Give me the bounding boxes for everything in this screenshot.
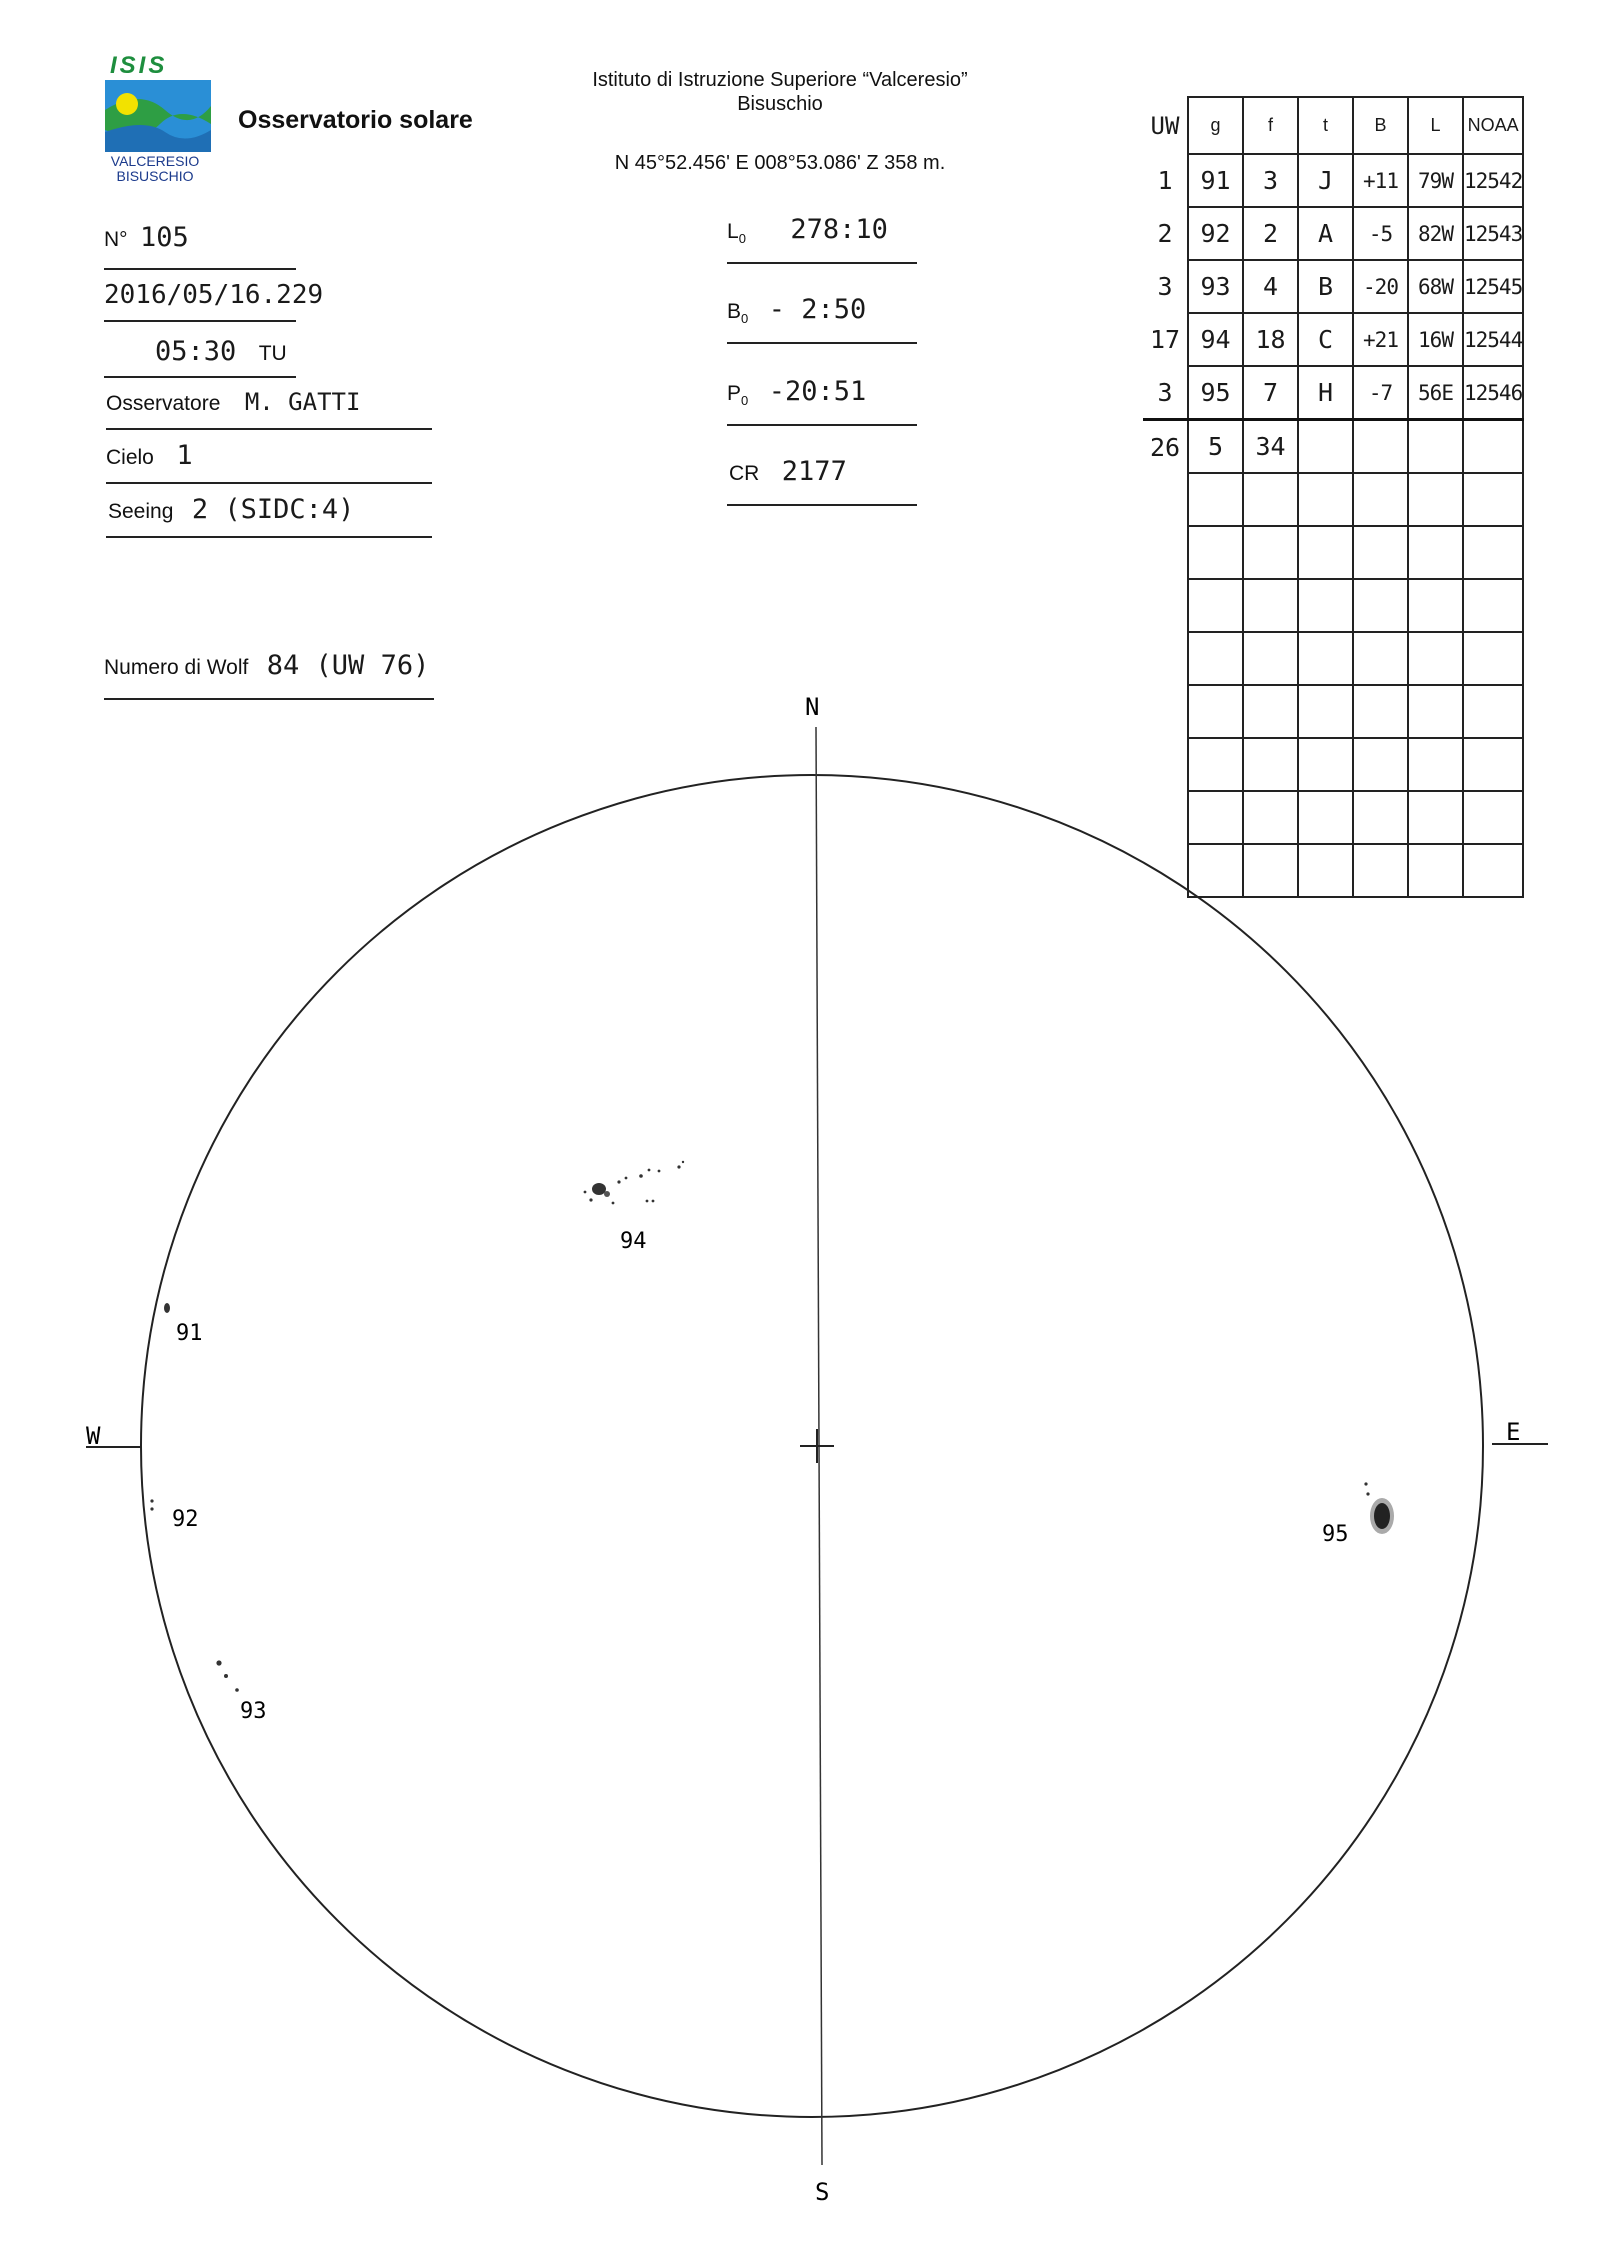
seeing-value: 2 (SIDC:4)	[191, 494, 355, 525]
wolf-number-label: Numero di Wolf	[104, 656, 249, 679]
cell-t: J	[1298, 154, 1353, 207]
cell-uw: 2	[1157, 219, 1173, 248]
cell-t: H	[1298, 366, 1353, 420]
cell-l: 79W	[1408, 154, 1463, 207]
cell-f: 4	[1243, 260, 1298, 313]
logo-name-line2: BISUSCHIO	[116, 168, 194, 184]
cell-noaa: 12544	[1463, 313, 1523, 366]
cell-noaa: 12542	[1463, 154, 1523, 207]
institute-line2: Bisuschio	[737, 93, 823, 115]
cell-noaa: 12546	[1463, 366, 1523, 420]
cell-f: 7	[1243, 366, 1298, 420]
header-g: g	[1188, 97, 1243, 154]
logo-name-line1: VALCERESIO	[110, 153, 200, 169]
page-title: Osservatorio solare	[238, 106, 473, 134]
cell-g: 92	[1188, 207, 1243, 260]
l0-value: 278:10	[790, 214, 888, 245]
cell-l: 68W	[1408, 260, 1463, 313]
institute-line1: Istituto di Istruzione Superiore “Valceresio”	[592, 69, 968, 91]
time-unit: TU	[258, 342, 287, 365]
north-label: N	[805, 693, 820, 721]
south-label: S	[815, 2178, 830, 2206]
b0-value: - 2:50	[768, 294, 867, 325]
group-label-94: 94	[620, 1229, 647, 1254]
p0-label: $P_0$	[727, 382, 749, 409]
cell-g: 94	[1188, 313, 1243, 366]
cell-b: -7	[1353, 366, 1408, 420]
cr-value: 2177	[781, 456, 847, 487]
east-label: E	[1506, 1418, 1521, 1446]
sunspot-group-95	[1364, 1482, 1394, 1534]
cell-g: 95	[1188, 366, 1243, 420]
sky-value: 1	[176, 440, 193, 471]
cell-l: 82W	[1408, 207, 1463, 260]
observer-value: M. GATTI	[244, 388, 361, 416]
cell-t: A	[1298, 207, 1353, 260]
cr-label: CR	[729, 462, 760, 485]
total-g: 5	[1188, 420, 1243, 474]
cell-noaa: 12543	[1463, 207, 1523, 260]
b0-label: $B_0$	[727, 300, 749, 327]
cell-l: 16W	[1408, 313, 1463, 366]
sky-label: Cielo	[106, 446, 154, 469]
observation-date: 2016/05/16.229	[104, 280, 324, 310]
cell-b: -5	[1353, 207, 1408, 260]
sunspot-group-91	[164, 1303, 170, 1313]
cell-f: 3	[1243, 154, 1298, 207]
cell-uw: 1	[1157, 166, 1173, 195]
time-value: 05:30	[155, 336, 237, 367]
observer-label: Osservatore	[106, 392, 221, 415]
cell-noaa: 12545	[1463, 260, 1523, 313]
seeing-label: Seeing	[108, 500, 174, 523]
cell-uw: 3	[1157, 272, 1173, 301]
west-label: W	[86, 1422, 101, 1450]
cell-f: 18	[1243, 313, 1298, 366]
header-noaa: NOAA	[1463, 97, 1523, 154]
cell-b: +11	[1353, 154, 1408, 207]
total-f: 34	[1243, 420, 1298, 474]
sunspot-group-92	[150, 1499, 153, 1510]
sunspot-group-94	[584, 1161, 685, 1205]
sheet-number-label: N°	[104, 228, 128, 251]
l0-label: $L_0$	[727, 220, 746, 247]
sheet-number-value: 105	[140, 222, 189, 253]
cell-t: C	[1298, 313, 1353, 366]
cell-g: 93	[1188, 260, 1243, 313]
cell-uw: 3	[1157, 377, 1173, 407]
cell-uw: 17	[1149, 325, 1181, 354]
logo-acronym: ISIS	[110, 52, 168, 79]
cell-l: 56E	[1408, 366, 1463, 420]
cell-t: B	[1298, 260, 1353, 313]
cell-b: +21	[1353, 313, 1408, 366]
header-b: B	[1353, 97, 1408, 154]
header-uw: UW	[1150, 111, 1180, 140]
group-label-91: 91	[176, 1321, 203, 1346]
total-uw: 26	[1143, 420, 1188, 474]
p0-value: -20:51	[768, 376, 867, 407]
header-t: t	[1298, 97, 1353, 154]
cell-g: 91	[1188, 154, 1243, 207]
sunspot-group-93	[216, 1660, 238, 1691]
header-l: L	[1408, 97, 1463, 154]
group-label-95: 95	[1322, 1522, 1349, 1547]
wolf-number-value: 84 (UW 76)	[266, 650, 430, 681]
observatory-coordinates: N 45°52.456' E 008°53.086' Z 358 m.	[614, 152, 946, 174]
group-label-92: 92	[172, 1507, 199, 1532]
header-f: f	[1243, 97, 1298, 154]
cell-f: 2	[1243, 207, 1298, 260]
group-label-93: 93	[240, 1699, 267, 1724]
cell-b: -20	[1353, 260, 1408, 313]
